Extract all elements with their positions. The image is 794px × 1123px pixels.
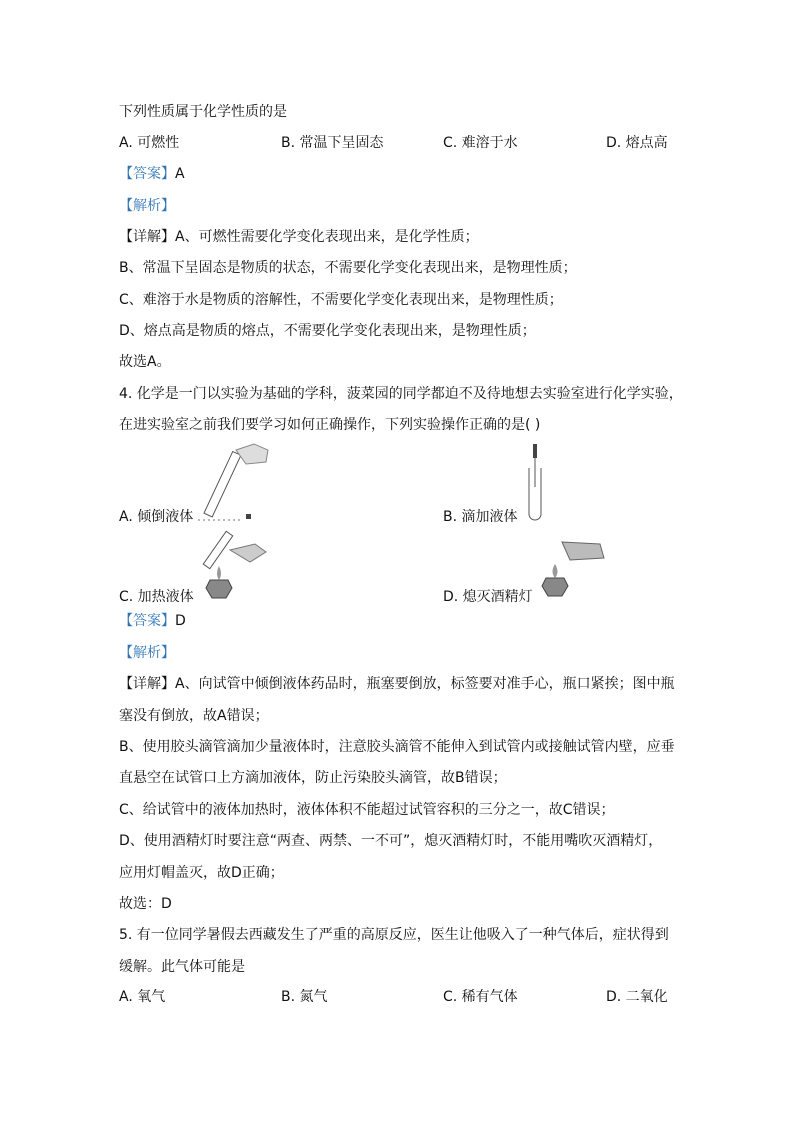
q4-option-b: B. 滴加液体 — [443, 509, 518, 525]
q4-option-d: D. 熄灭酒精灯 — [443, 589, 533, 605]
answer-value: A — [175, 166, 185, 182]
q5-option-d: D. 二氧化 — [606, 989, 668, 1005]
q3-detail-line: C、难溶于水是物质的溶解性，不需要化学变化表现出来，是物理性质； — [119, 292, 563, 308]
q4-detail-line: B、使用胶头滴管滴加少量液体时，注意胶头滴管不能伸入到试管内或接触试管内壁，应垂 — [119, 739, 675, 755]
q5-option-b: B. 氮气 — [281, 989, 328, 1005]
q4-stem: 4. 化学是一门以实验为基础的学科，菠菜园的同学都迫不及待地想去实验室进行化学实验， — [119, 386, 683, 402]
detail-label: 【详解】 — [119, 229, 175, 245]
answer-label: 【答案】 — [119, 166, 175, 182]
pour-liquid-figure — [196, 442, 276, 524]
q5-stem: 5. 有一位同学暑假去西藏发生了严重的高原反应，医生让他吸入了一种气体后，症状得到 — [119, 927, 669, 943]
answer-label: 【答案】 — [119, 613, 175, 629]
q4-detail-line: C、给试管中的液体加热时，液体体积不能超过试管容积的三分之一，故C错误； — [119, 802, 615, 818]
q3-detail-line — [119, 228, 479, 246]
q4-detail-line — [119, 675, 675, 693]
q4-detail-line: D、使用酒精灯时要注意“两查、两禁、一不可”，熄灭酒精灯时，不能用嘴吹灭酒精灯， — [119, 833, 663, 849]
q3-option-d: D. 熔点高 — [606, 135, 668, 151]
q3-answer — [119, 165, 185, 183]
q5-stem: 缓解。此气体可能是 — [119, 959, 245, 975]
q4-option-a: A. 倾倒液体 — [119, 509, 194, 525]
q5-option-c: C. 稀有气体 — [443, 989, 518, 1005]
q3-stem: 下列性质属于化学性质的是 — [119, 104, 287, 120]
q3-option-c: C. 难溶于水 — [443, 135, 518, 151]
q3-detail-line: D、熔点高是物质的熔点，不需要化学变化表现出来，是物理性质； — [119, 323, 536, 339]
q4-detail-line: 应用灯帽盖灭，故D正确； — [119, 865, 284, 881]
extinguish-lamp-figure — [540, 538, 605, 600]
q4-answer — [119, 612, 186, 630]
q5-option-a: A. 氧气 — [119, 989, 166, 1005]
detail-label: 【详解】 — [119, 676, 175, 692]
q4-conclusion: 故选：D — [119, 896, 172, 912]
q3-option-a: A. 可燃性 — [119, 135, 180, 151]
q4-analysis-label: 【解析】 — [119, 645, 175, 661]
q3-detail-line: B、常温下呈固态是物质的状态，不需要化学变化表现出来，是物理性质； — [119, 260, 577, 276]
q3-analysis-label: 【解析】 — [119, 198, 175, 214]
answer-value: D — [175, 613, 186, 629]
q4-detail-line: 塞没有倒放，故A错误； — [119, 708, 269, 724]
heat-liquid-figure — [200, 522, 270, 602]
q3-option-b: B. 常温下呈固态 — [281, 135, 384, 151]
q3-conclusion: 故选A。 — [119, 354, 171, 370]
q4-option-c: C. 加热液体 — [119, 589, 194, 605]
q4-stem: 在进实验室之前我们要学习如何正确操作，下列实验操作正确的是( ) — [119, 417, 541, 433]
q4-detail-line: 直悬空在试管口上方滴加液体，防止污染胶头滴管，故B错误； — [119, 770, 507, 786]
dropper-figure — [525, 442, 545, 524]
detail-text: A、向试管中倾倒液体药品时，瓶塞要倒放，标签要对准手心，瓶口紧挨；图中瓶 — [175, 676, 675, 692]
detail-text: A、可燃性需要化学变化表现出来，是化学性质； — [175, 229, 479, 245]
